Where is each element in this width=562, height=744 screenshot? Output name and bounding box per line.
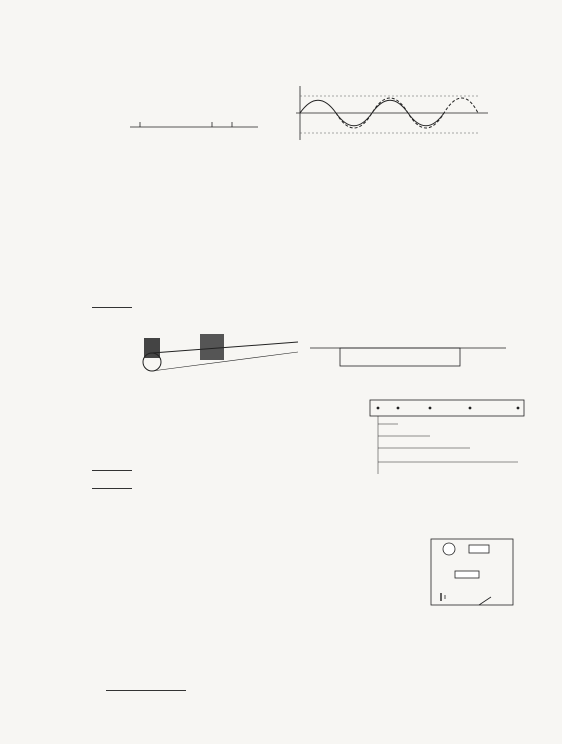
q12-figure-a <box>118 312 308 384</box>
answer-blank-d[interactable] <box>92 298 132 308</box>
q13-q1-line-2 <box>106 681 186 695</box>
q11-figure-a <box>130 105 260 155</box>
q12-p2-line-5 <box>92 461 132 475</box>
q13-circuit <box>425 535 520 613</box>
answer-blank-rv[interactable] <box>106 681 146 691</box>
q12-figure-b <box>310 318 510 384</box>
answer-blank-omega[interactable] <box>92 461 132 471</box>
q12-part-1 <box>92 298 132 312</box>
answer-blank-beta[interactable] <box>92 479 132 489</box>
answer-blank-r0[interactable] <box>146 681 186 691</box>
q12-p2-line-6 <box>92 479 132 493</box>
q11-figure-b <box>278 82 498 160</box>
q12-figure-c <box>368 390 528 486</box>
